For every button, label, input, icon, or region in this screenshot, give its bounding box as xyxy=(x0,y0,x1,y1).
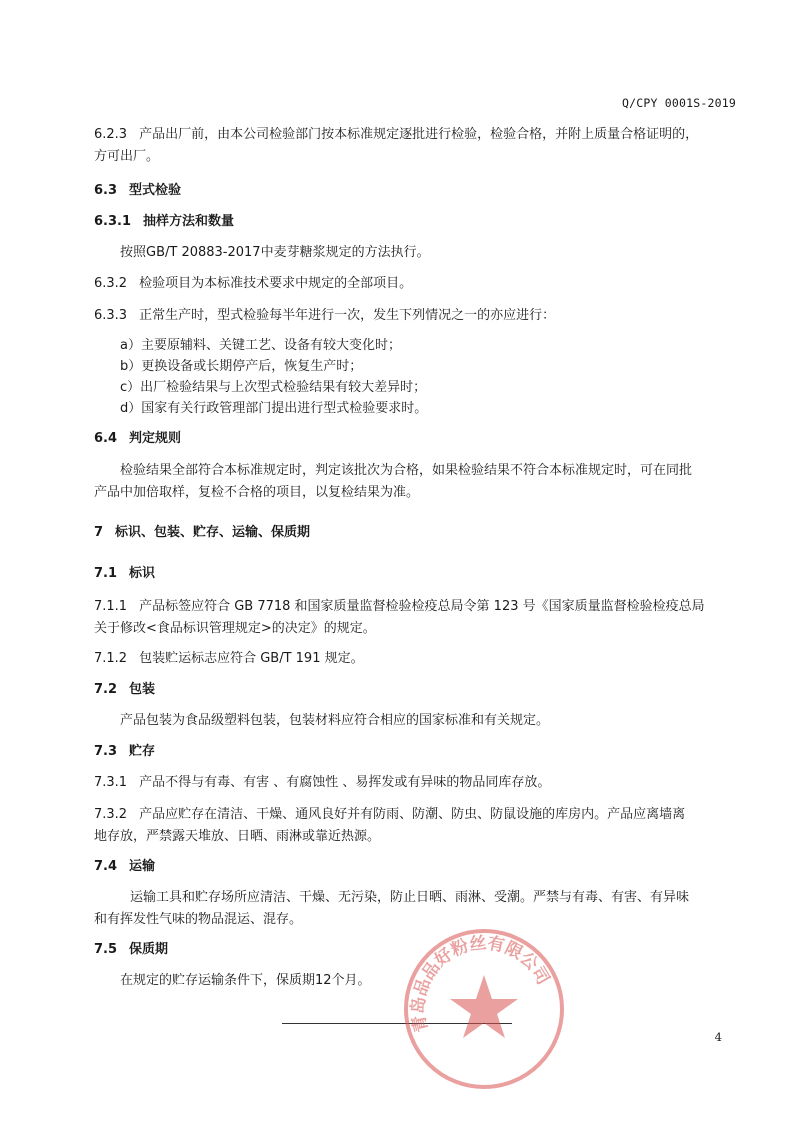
heading-title: 抽样方法和数量 xyxy=(143,214,235,229)
heading-title: 标识、包装、贮存、运输、保质期 xyxy=(115,525,311,540)
clause-number: 7.1.1 xyxy=(94,599,128,614)
seal-ring xyxy=(406,931,562,1087)
heading-number: 7.1 xyxy=(94,566,118,581)
end-rule xyxy=(282,1023,512,1024)
heading-title: 判定规则 xyxy=(129,431,182,446)
clause-6-3-3 xyxy=(94,305,555,327)
heading-number: 7.2 xyxy=(94,682,118,697)
clause-number: 6.3.2 xyxy=(94,276,128,291)
clause-text: 产品标签应符合 GB 7718 和国家质量监督检验检疫总局令第 123 号《国家质量监督检验检疫总局 xyxy=(139,599,705,614)
paragraph-6-4-line2: 产品中加倍取样，复检不合格的项目，以复检结果为准。 xyxy=(94,485,420,500)
heading-7 xyxy=(94,522,310,544)
heading-6-4 xyxy=(94,428,181,450)
clause-7-3-2-cont: 地存放，严禁露天堆放、日晒、雨淋或靠近热源。 xyxy=(94,829,381,844)
seal-text xyxy=(408,932,553,1034)
clause-number: 6.2.3 xyxy=(94,127,128,142)
clause-text: 产品不得与有毒、有害 、有腐蚀性 、易挥发或有异味的物品同库存放。 xyxy=(139,775,551,790)
heading-number: 7.5 xyxy=(94,942,118,957)
heading-number: 7.4 xyxy=(94,859,118,874)
list-item: c）出厂检验结果与上次型式检验结果有较大差异时； xyxy=(120,380,427,395)
clause-text: 正常生产时，型式检验每半年进行一次，发生下列情况之一的亦应进行： xyxy=(139,308,556,323)
heading-number: 6.4 xyxy=(94,431,118,446)
paragraph-7-4-line2: 和有挥发性气味的物品混运、混存。 xyxy=(94,912,303,927)
clause-number: 7.3.2 xyxy=(94,807,128,822)
clause-7-1-2 xyxy=(94,648,364,670)
clause-7-1-1-cont: 关于修改<食品标识管理规定>的决定》的规定。 xyxy=(94,621,376,636)
heading-title: 运输 xyxy=(129,859,156,874)
heading-title: 保质期 xyxy=(129,942,169,957)
paragraph-7-4-line1: 运输工具和贮存场所应清洁、干燥、无污染，防止日晒、雨淋、受潮。严禁与有毒、有害、有异味 xyxy=(130,890,690,905)
clause-number: 7.1.2 xyxy=(94,651,128,666)
heading-7-4 xyxy=(94,856,155,878)
seal-star xyxy=(450,975,518,1038)
clause-number: 6.3.3 xyxy=(94,308,128,323)
clause-6-3-2 xyxy=(94,273,412,295)
paragraph-6-3-1: 按照GB/T 20883-2017中麦芽糖浆规定的方法执行。 xyxy=(120,245,430,260)
heading-6-3-1 xyxy=(94,211,234,233)
clause-text: 检验项目为本标准技术要求中规定的全部项目。 xyxy=(139,276,413,291)
list-item: a）主要原辅料、关键工艺、设备有较大变化时； xyxy=(120,338,401,353)
heading-title: 包装 xyxy=(129,682,156,697)
page-number: 4 xyxy=(714,1030,722,1044)
heading-7-2 xyxy=(94,679,155,701)
paragraph-7-2: 产品包装为食品级塑料包装，包装材料应符合相应的国家标准和有关规定。 xyxy=(120,713,550,728)
clause-7-3-2 xyxy=(94,804,685,826)
paragraph-7-5: 在规定的贮存运输条件下，保质期12个月。 xyxy=(120,973,371,988)
paragraph-6-4-line1: 检验结果全部符合本标准规定时，判定该批次为合格，如果检验结果不符合本标准规定时，可在同批 xyxy=(120,463,693,478)
heading-7-5 xyxy=(94,939,168,961)
heading-7-3 xyxy=(94,741,155,763)
clause-number: 7.3.1 xyxy=(94,775,128,790)
heading-number: 7 xyxy=(94,525,104,540)
standard-code: Q/CPY 0001S-2019 xyxy=(622,96,736,110)
clause-text: 包装贮运标志应符合 GB/T 191 规定。 xyxy=(139,651,364,666)
heading-title: 标识 xyxy=(129,566,156,581)
clause-6-2-3-cont: 方可出厂。 xyxy=(94,149,160,164)
clause-7-1-1 xyxy=(94,596,705,618)
seal-text-path: 青岛品品好粉丝有限公司 xyxy=(408,933,554,1035)
clause-6-2-3 xyxy=(94,124,698,146)
heading-title: 贮存 xyxy=(129,744,156,759)
heading-7-1 xyxy=(94,563,155,585)
heading-6-3 xyxy=(94,180,181,202)
heading-title: 型式检验 xyxy=(129,183,182,198)
heading-number: 7.3 xyxy=(94,744,118,759)
clause-text: 产品出厂前，由本公司检验部门按本标准规定逐批进行检验，检验合格，并附上质量合格证明的， xyxy=(139,127,699,142)
list-item: d）国家有关行政管理部门提出进行型式检验要求时。 xyxy=(120,401,428,416)
list-item: b）更换设备或长期停产后，恢复生产时； xyxy=(120,359,363,374)
clause-text: 产品应贮存在清洁、干燥、通风良好并有防雨、防潮、防虫、防鼠设施的库房内。产品应离墙离 xyxy=(139,807,686,822)
heading-number: 6.3 xyxy=(94,183,118,198)
company-seal xyxy=(400,925,568,1093)
clause-7-3-1 xyxy=(94,772,550,794)
heading-number: 6.3.1 xyxy=(94,214,132,229)
